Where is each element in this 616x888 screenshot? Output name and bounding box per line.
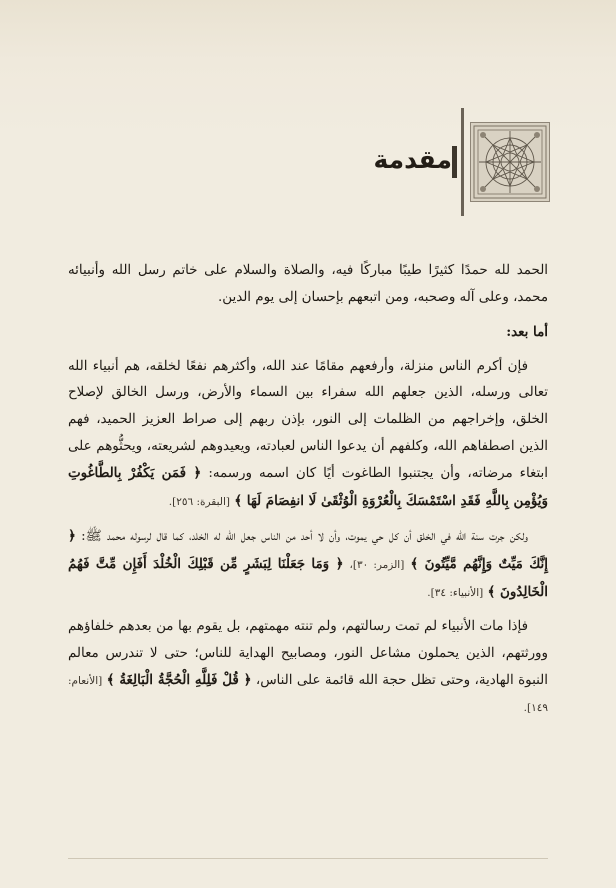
page-body xyxy=(68,258,548,730)
paragraph-successors xyxy=(68,614,548,721)
quran-quote: ﴿ فَمَن يَكْفُرْ بِالطَّاغُوتِ وَيُؤْمِن بِاللَّهِ فَقَدِ اسْتَمْسَكَ بِالْعُرْوَةِ الْوُثْقَىٰ لَا انفِصَامَ لَهَا ﴾ xyxy=(68,465,548,509)
rosette-ornament-icon xyxy=(470,122,550,202)
quran-quote: ﴿ إِنَّكَ مَيِّتٌ وَإِنَّهُم مَّيِّتُونَ ﴾ xyxy=(68,528,549,572)
paragraph-opening: الحمد لله حمدًا كثيرًا طيبًا مباركًا فيه، والصلاة والسلام على خاتم رسل الله وأنبيائه محمد، وعلى آله وصحبه، ومن اتبعهم بإحسان إلى يوم الدين. xyxy=(68,263,548,305)
vertical-rule xyxy=(461,108,464,216)
quran-reference: [البقرة: ٢٥٦]. xyxy=(168,495,231,508)
quran-reference: [الأنعام: ١٤٩]. xyxy=(68,675,548,714)
paragraph-text: فإذا مات الأنبياء لم تمت رسالتهم، ولم تنته مهمتهم، بل يقوم بها من بعدهم خلفاؤهم وورثتهم، الذين يحملون مشاعل النور، ومصابيح الهداية للناس؛ حتى لا تندرس معالم النبوة الهادية، وحتى تظل حجة الله قائمة على الناس، xyxy=(68,619,548,689)
quran-quote: ﴿ وَمَا جَعَلْنَا لِبَشَرٍ مِّن قَبْلِكَ الْخُلْدَ أَفَإِن مِّتَّ فَهُمُ الْخَالِدُونَ ﴾ xyxy=(68,555,548,600)
quran-reference: [الزمر: ٣٠]، xyxy=(349,558,405,571)
quran-reference: [الأنبياء: ٣٤]. xyxy=(427,586,484,599)
title-marker xyxy=(452,146,457,178)
paragraph-text: ولكن جرت سنة الله في الخلق أن كل حي يموت، وأن لا أحد من الناس جعل الله له الخلد، كما قال لرسوله محمد ﷺ: xyxy=(81,529,528,545)
paragraph-prophets xyxy=(68,354,548,516)
paragraph-mortality xyxy=(68,523,548,606)
paragraph-text: فإن أكرم الناس منزلة، وأرفعهم مقامًا عند الله، وأكثرهم نفعًا لخلقه، هم أنبياء الله تعالى ورسله، الذين جعلهم الله سفراء بين السماء والأرض، ورسل الخالق لإصلاح الخلق، وإخراجهم من الظلمات إلى النور، بإذن ربهم إلى صراط العزيز الحميد، فهم الذين اصطفاهم الله، وكلفهم أن يدعوا الناس لعبادته، ويعيدوهم لشريعته، ويحثُّوهم على ابتغاء مرضاته، وأن يجتنبوا الطاغوت أيًا كان اسمه ورسمه: xyxy=(68,358,548,482)
quran-quote: ﴿ قُلْ فَلِلَّهِ الْحُجَّةُ الْبَالِغَةُ ﴾ xyxy=(106,672,252,689)
page-title: مقدمة xyxy=(373,145,452,174)
paragraph-heading: أما بعد: xyxy=(506,324,548,341)
page-bottom-rule xyxy=(68,858,548,859)
